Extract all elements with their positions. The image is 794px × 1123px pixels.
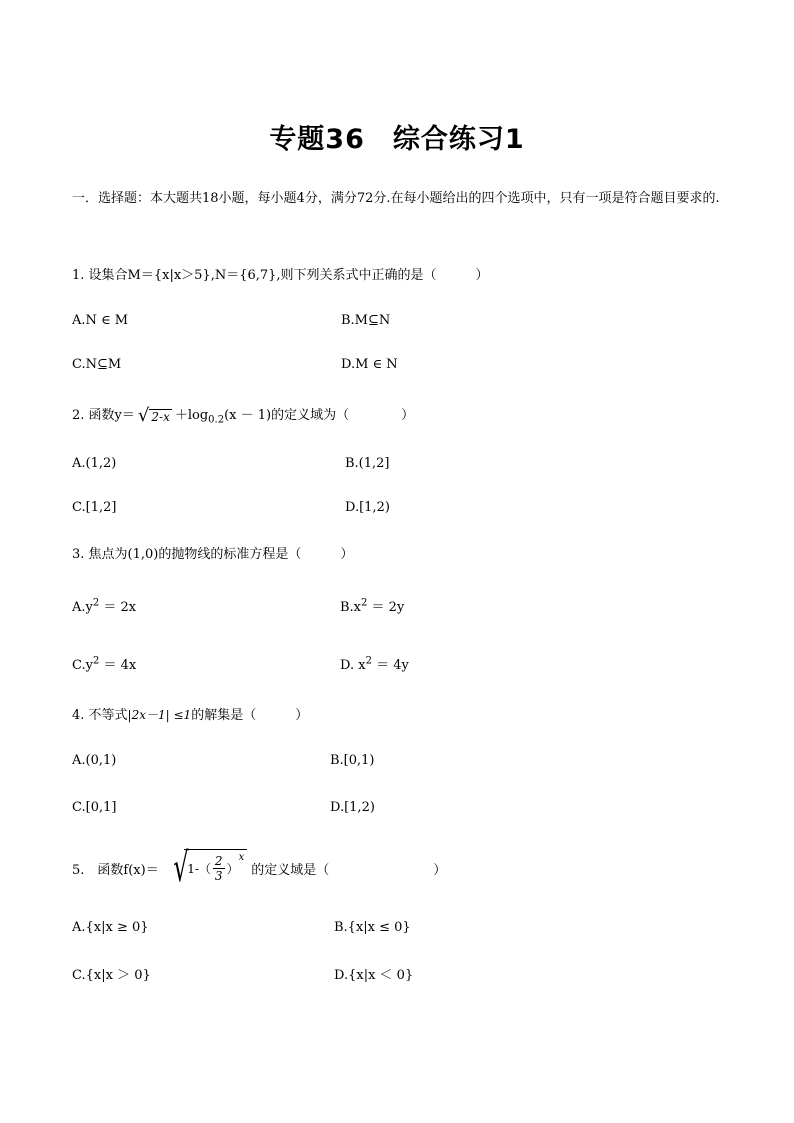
q3-option-a: $A.y^2 = 2x$	[72, 597, 137, 615]
question-5: 5. 函数f(x)＝ √ 1- （ $\frac{2}{3}$ ） $^x$ 的定义域是（ ）	[72, 845, 447, 891]
q5-option-d: D.{x|x ＜ 0}	[334, 968, 414, 983]
radical-sign: √	[172, 845, 189, 891]
q2-log-base: 0.2	[208, 414, 225, 426]
q1-option-a: A.N ∈ M	[72, 313, 129, 328]
q2-suffix: (x － 1)的定义域为（ ）	[224, 408, 415, 423]
q2-radicand: 2-x	[151, 409, 170, 424]
q4-option-c: C.[0,1]	[72, 800, 117, 815]
question-4: 4. 不等式|2x－1| ≤1的解集是（ ）	[72, 708, 309, 723]
q2-option-a: A.(1,2)	[72, 456, 117, 471]
q3-option-c: $C.y^2 = 4x$	[72, 655, 137, 673]
q3-option-b: $B.x^2 = 2y$	[340, 597, 405, 615]
sqrt-expression	[163, 845, 248, 891]
page-title: 专题36 综合练习1	[269, 124, 525, 155]
q2-option-b: B.(1,2]	[345, 456, 390, 471]
q1-option-d: D.M ∈ N	[341, 357, 398, 372]
sqrt-expression	[137, 404, 172, 426]
radical-sign: √	[137, 404, 150, 426]
q4-option-b: B.[0,1)	[330, 753, 375, 768]
q1-option-b: B.M⊆N	[341, 313, 391, 328]
q5-option-c: C.{x|x ＞ 0}	[72, 968, 151, 983]
section-intro: 一．选择题：本大题共18小题，每小题4分，满分72分.在每小题给出的四个选项中，只有一项是符合题目要求的.	[72, 191, 720, 206]
question-3: 3. 焦点为(1,0)的抛物线的标准方程是（ ）	[72, 547, 354, 562]
q5-option-b: B.{x|x ≤ 0}	[334, 920, 411, 935]
fraction: $\frac{2}{3}$	[214, 854, 223, 883]
q1-option-c: C.N⊆M	[72, 357, 122, 372]
q4-option-d: D.[1,2)	[330, 800, 375, 815]
q4-expression: |2x－1| ≤1	[127, 708, 192, 722]
q2-option-d: D.[1,2)	[345, 500, 390, 515]
q4-option-a: A.(0,1)	[72, 753, 117, 768]
q5-radicand: 1- （ $\frac{2}{3}$ ） $^x$	[184, 849, 247, 887]
q2-option-c: C.[1,2]	[72, 500, 117, 515]
q2-log: ＋log	[174, 408, 209, 423]
q3-option-d: D. $x^2 = 4y$	[340, 655, 409, 673]
q2-prefix: 2. 函数y＝	[72, 408, 135, 423]
question-2	[72, 404, 414, 426]
question-1: 1. 设集合M＝{x|x＞5},N＝{6,7},则下列关系式中正确的是（ ）	[72, 268, 489, 283]
q5-option-a: A.{x|x ≥ 0}	[72, 920, 149, 935]
